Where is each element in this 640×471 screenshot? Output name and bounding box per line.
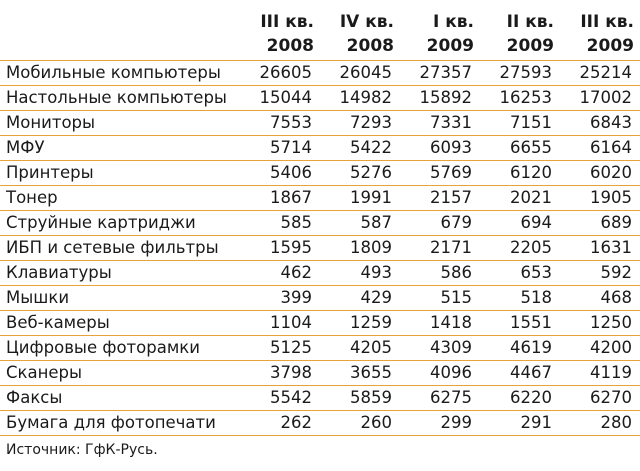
table-row xyxy=(0,411,640,436)
row-label: ИБП и сетевые фильтры xyxy=(0,236,240,261)
column-header-quarter: I кв. xyxy=(433,12,474,32)
table-cell: 6093 xyxy=(400,136,480,161)
row-label: Мобильные компьютеры xyxy=(0,61,240,86)
table-cell: 26605 xyxy=(240,61,320,86)
table-cell: 16253 xyxy=(480,86,560,111)
table-cell: 4205 xyxy=(320,336,400,361)
row-label: Сканеры xyxy=(0,361,240,386)
table-cell: 6120 xyxy=(480,161,560,186)
table-cell: 2021 xyxy=(480,186,560,211)
table-cell: 1631 xyxy=(560,236,640,261)
row-label: Мышки xyxy=(0,286,240,311)
row-label: Клавиатуры xyxy=(0,261,240,286)
row-label: Факсы xyxy=(0,386,240,411)
table-cell: 585 xyxy=(240,211,320,236)
table-cell: 586 xyxy=(400,261,480,286)
table-cell: 6270 xyxy=(560,386,640,411)
table-cell: 7151 xyxy=(480,111,560,136)
table-cell: 399 xyxy=(240,286,320,311)
table-row xyxy=(0,186,640,211)
table-cell: 260 xyxy=(320,411,400,436)
table-cell: 1867 xyxy=(240,186,320,211)
table-cell: 1905 xyxy=(560,186,640,211)
row-label: Цифровые фоторамки xyxy=(0,336,240,361)
table-cell: 679 xyxy=(400,211,480,236)
table-row xyxy=(0,311,640,336)
table-cell: 592 xyxy=(560,261,640,286)
table-cell: 462 xyxy=(240,261,320,286)
column-header-year: 2008 xyxy=(266,36,314,56)
table-cell: 7553 xyxy=(240,111,320,136)
row-label: Настольные компьютеры xyxy=(0,86,240,111)
column-header-quarter: III кв. xyxy=(580,12,634,32)
row-label: Тонер xyxy=(0,186,240,211)
table-cell: 6275 xyxy=(400,386,480,411)
table-cell: 6020 xyxy=(560,161,640,186)
table-header xyxy=(0,0,640,61)
table-cell: 518 xyxy=(480,286,560,311)
table-cell: 5714 xyxy=(240,136,320,161)
table-row xyxy=(0,86,640,111)
column-header-year: 2009 xyxy=(426,36,474,56)
table-row xyxy=(0,161,640,186)
table-cell: 2157 xyxy=(400,186,480,211)
table-cell: 6655 xyxy=(480,136,560,161)
table-cell: 6843 xyxy=(560,111,640,136)
table-cell: 280 xyxy=(560,411,640,436)
table-cell: 25214 xyxy=(560,61,640,86)
table-cell: 1104 xyxy=(240,311,320,336)
table-cell: 694 xyxy=(480,211,560,236)
table-cell: 7293 xyxy=(320,111,400,136)
column-header xyxy=(480,0,560,61)
row-label: МФУ xyxy=(0,136,240,161)
row-label: Мониторы xyxy=(0,111,240,136)
table-cell: 14982 xyxy=(320,86,400,111)
table-row xyxy=(0,111,640,136)
table-row xyxy=(0,336,640,361)
table-row xyxy=(0,61,640,86)
table-cell: 6164 xyxy=(560,136,640,161)
table-cell: 5276 xyxy=(320,161,400,186)
table-cell: 2171 xyxy=(400,236,480,261)
table-cell: 468 xyxy=(560,286,640,311)
table-row xyxy=(0,211,640,236)
table-cell: 1991 xyxy=(320,186,400,211)
table-cell: 1595 xyxy=(240,236,320,261)
header-row xyxy=(0,0,640,61)
table-cell: 1809 xyxy=(320,236,400,261)
table-row xyxy=(0,136,640,161)
table-cell: 5859 xyxy=(320,386,400,411)
table-cell: 4096 xyxy=(400,361,480,386)
table-cell: 4619 xyxy=(480,336,560,361)
table-body xyxy=(0,61,640,436)
table-row xyxy=(0,261,640,286)
table-cell: 26045 xyxy=(320,61,400,86)
table-cell: 299 xyxy=(400,411,480,436)
table-cell: 3798 xyxy=(240,361,320,386)
table-cell: 493 xyxy=(320,261,400,286)
table-cell: 17002 xyxy=(560,86,640,111)
column-header-quarter: IV кв. xyxy=(339,12,394,32)
table-cell: 515 xyxy=(400,286,480,311)
row-label: Струйные картриджи xyxy=(0,211,240,236)
table-cell: 1551 xyxy=(480,311,560,336)
table-cell: 3655 xyxy=(320,361,400,386)
table-row xyxy=(0,386,640,411)
table-cell: 5125 xyxy=(240,336,320,361)
table-cell: 7331 xyxy=(400,111,480,136)
table-cell: 5406 xyxy=(240,161,320,186)
row-label: Веб-камеры xyxy=(0,311,240,336)
column-header-year: 2009 xyxy=(586,36,634,56)
table-cell: 653 xyxy=(480,261,560,286)
table-cell: 689 xyxy=(560,211,640,236)
table-cell: 4309 xyxy=(400,336,480,361)
table-cell: 1418 xyxy=(400,311,480,336)
column-header xyxy=(560,0,640,61)
table-cell: 1250 xyxy=(560,311,640,336)
column-header-quarter: III кв. xyxy=(260,12,314,32)
column-header xyxy=(320,0,400,61)
source-note: Источник: ГфК-Русь. xyxy=(6,442,158,458)
table-cell: 2205 xyxy=(480,236,560,261)
table-cell: 27357 xyxy=(400,61,480,86)
table-cell: 429 xyxy=(320,286,400,311)
column-header xyxy=(400,0,480,61)
table-cell: 15044 xyxy=(240,86,320,111)
column-header-year: 2009 xyxy=(506,36,554,56)
table-cell: 5769 xyxy=(400,161,480,186)
table-row xyxy=(0,286,640,311)
table-cell: 6220 xyxy=(480,386,560,411)
table-cell: 15892 xyxy=(400,86,480,111)
table-cell: 291 xyxy=(480,411,560,436)
column-header-year: 2008 xyxy=(346,36,394,56)
row-label: Бумага для фотопечати xyxy=(0,411,240,436)
table-row xyxy=(0,236,640,261)
table-cell: 4119 xyxy=(560,361,640,386)
table-cell: 1259 xyxy=(320,311,400,336)
table-cell: 5542 xyxy=(240,386,320,411)
table-cell: 27593 xyxy=(480,61,560,86)
column-header xyxy=(240,0,320,61)
column-header-quarter: II кв. xyxy=(506,12,554,32)
row-label: Принтеры xyxy=(0,161,240,186)
table-cell: 587 xyxy=(320,211,400,236)
table-cell: 4467 xyxy=(480,361,560,386)
table-cell: 5422 xyxy=(320,136,400,161)
table-cell: 4200 xyxy=(560,336,640,361)
table-cell: 262 xyxy=(240,411,320,436)
table-row xyxy=(0,361,640,386)
header-empty-cell xyxy=(0,0,240,61)
